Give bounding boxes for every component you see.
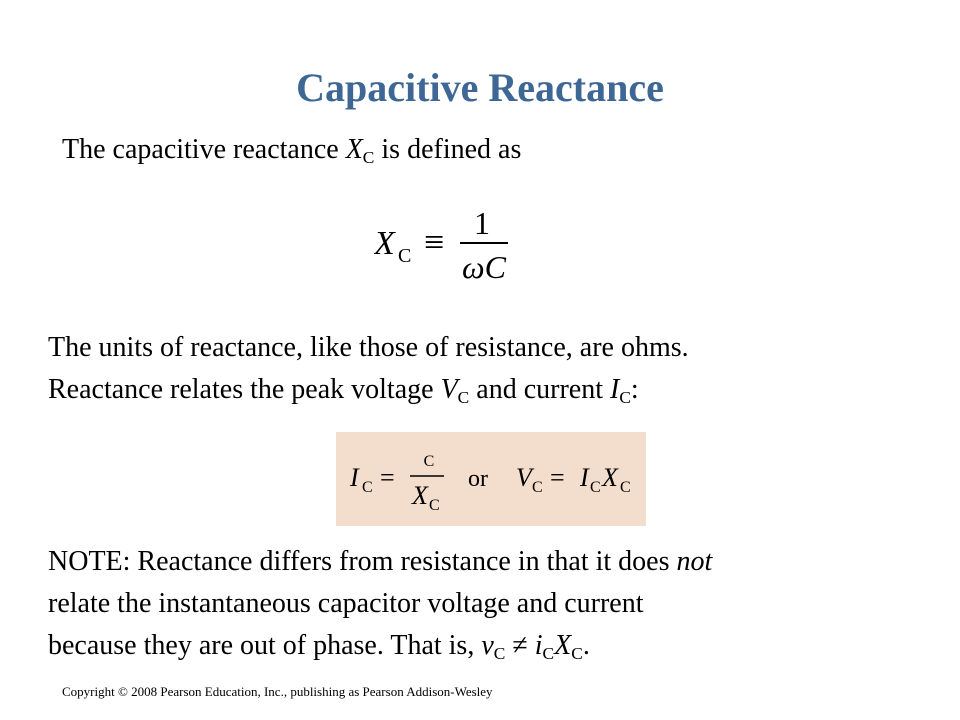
def-eq-relation: ≡: [424, 222, 445, 262]
note-line1-before: NOTE: Reactance differs from resistance in that it does: [48, 546, 677, 577]
units-line-2: [48, 374, 639, 407]
rel-eq-right-lhs-sub: C: [532, 479, 543, 496]
intro-symbol-sub: C: [362, 147, 375, 167]
note-x: X: [554, 630, 572, 661]
note-x-sub: C: [571, 643, 583, 663]
rel-eq-left-lhs-sub: C: [362, 479, 373, 496]
intro-text: [62, 134, 522, 167]
intro-after: is defined as: [374, 134, 522, 165]
rel-eq-left-eq: =: [380, 463, 395, 492]
def-eq-lhs: X: [374, 225, 395, 262]
note-v-sub: C: [493, 643, 506, 663]
rel-eq-right-i: I: [580, 463, 589, 492]
rel-eq-or: or: [468, 466, 488, 492]
copyright-notice: Copyright © 2008 Pearson Education, Inc., publishing as Pearson Addison-Wesley: [62, 684, 493, 699]
note-line-2: relate the instantaneous capacitor voltage and current: [48, 588, 644, 619]
rel-eq-denominator-sub: C: [429, 497, 440, 514]
rel-eq-left-lhs: I: [350, 463, 359, 492]
rel-eq-right-i-sub: C: [590, 479, 601, 496]
def-eq-lhs-sub: C: [398, 245, 412, 267]
units-line2-v: V: [440, 374, 458, 405]
def-eq-denominator: ωC: [462, 249, 506, 284]
note-line-3: [48, 630, 590, 663]
units-line2-before: Reactance relates the peak voltage: [48, 374, 441, 405]
def-eq-numerator: 1: [474, 205, 490, 241]
relation-equation-box: [336, 432, 646, 526]
note-neq: ≠: [505, 630, 535, 661]
intro-before: The capacitive reactance: [62, 134, 346, 165]
rel-eq-right-x: X: [602, 463, 618, 492]
units-line2-after: :: [630, 374, 639, 405]
rel-eq-right-x-sub: C: [620, 479, 631, 496]
rel-eq-denominator: X: [412, 481, 428, 510]
intro-symbol: X: [345, 134, 363, 165]
note-i: i: [534, 630, 543, 661]
rel-eq-numerator: C: [423, 453, 435, 470]
units-line-1: The units of reactance, like those of resistance, are ohms.: [48, 332, 689, 363]
rel-eq-right-lhs: V: [516, 463, 532, 492]
note-i-sub: C: [542, 643, 555, 663]
note-line1-emph: not: [676, 546, 713, 577]
slide-title: Capacitive Reactance: [296, 65, 664, 110]
units-line2-i: I: [609, 374, 620, 405]
note-end: .: [582, 630, 590, 661]
definition-equation: [374, 198, 514, 284]
units-line2-mid: and current: [469, 374, 610, 405]
units-line2-v-sub: C: [457, 387, 470, 407]
relation-equation: [336, 432, 646, 526]
units-line2-i-sub: C: [619, 387, 631, 407]
note-line-1: [48, 548, 712, 576]
rel-eq-right-eq: =: [550, 463, 565, 492]
note-line3-before: because they are out of phase. That is,: [48, 630, 482, 661]
note-v: v: [481, 630, 494, 661]
